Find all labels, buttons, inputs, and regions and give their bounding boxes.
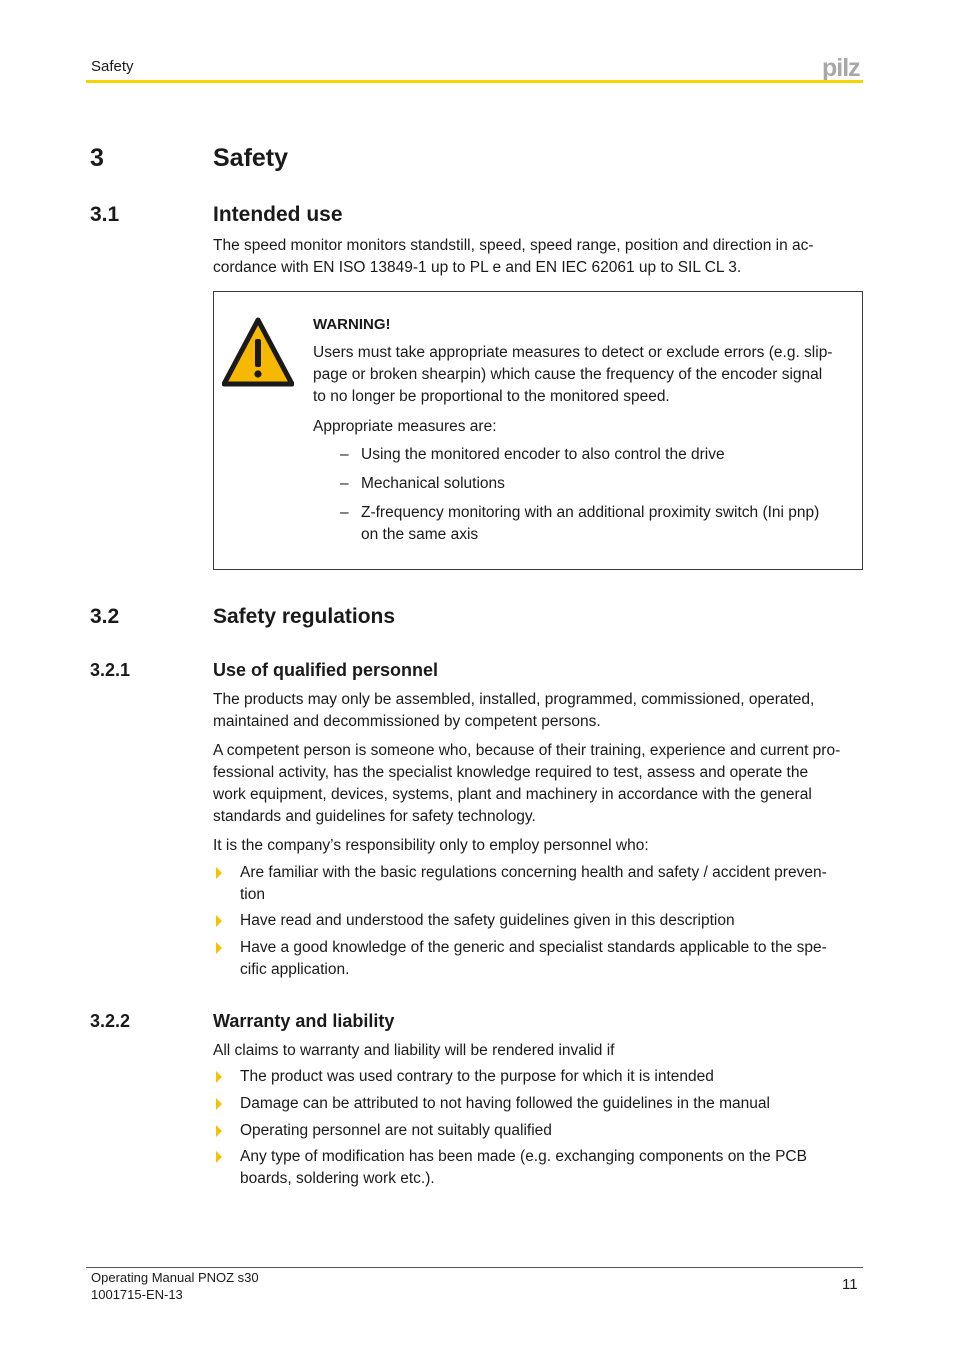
svg-text:pilz: pilz: [822, 54, 860, 80]
footer-rule: [86, 1267, 863, 1268]
page-number: 11: [842, 1276, 858, 1293]
dash-bullet: –: [340, 475, 349, 492]
list-item: The product was used contrary to the purpose for which it is intended: [240, 1068, 714, 1085]
warning-triangle-icon: [222, 317, 294, 389]
section-3-2-1-title: Use of qualified personnel: [213, 660, 439, 680]
bullet-arrow-icon: [216, 1151, 222, 1163]
section-3-2-number: 3.2: [90, 605, 120, 628]
warning-paragraph: Users must take appropriate measures to detect or exclude errors (e.g. slip- page or broken shearpin) which cause the frequency of the encoder signal to no longer be proportional to the monitored speed.: [313, 344, 833, 405]
section-3-2-2-title: Warranty and liability: [213, 1011, 395, 1031]
qualified-personnel-paragraph-1: The products may only be assembled, installed, programmed, commissioned, operated, maintained and decommissioned by competent persons.: [213, 691, 815, 730]
list-item: Damage can be attributed to not having followed the guidelines in the manual: [240, 1095, 770, 1112]
measure-item: Using the monitored encoder to also control the drive: [361, 446, 725, 463]
dash-bullet: –: [340, 504, 349, 521]
measures-intro: Appropriate measures are:: [313, 418, 497, 435]
warranty-intro: All claims to warranty and liability will be rendered invalid if: [213, 1042, 615, 1059]
chapter-number: 3: [90, 144, 104, 172]
header-section-title: Safety: [91, 58, 134, 75]
bullet-arrow-icon: [216, 1071, 222, 1083]
list-item: Have read and understood the safety guidelines given in this description: [240, 912, 735, 929]
bullet-arrow-icon: [216, 1125, 222, 1137]
measure-item: Mechanical solutions: [361, 475, 505, 492]
list-item: Are familiar with the basic regulations concerning health and safety / accident preven- tion: [240, 864, 827, 903]
section-3-1-title: Intended use: [213, 203, 343, 226]
bullet-arrow-icon: [216, 915, 222, 927]
intended-use-paragraph: The speed monitor monitors standstill, speed, speed range, position and direction in ac- cordance with EN ISO 13849-1 up to PL e and EN IEC 62061 up to SIL CL 3.: [213, 237, 814, 276]
section-3-2-title: Safety regulations: [213, 605, 396, 628]
bullet-arrow-icon: [216, 867, 222, 879]
qualified-personnel-paragraph-2: A competent person is someone who, because of their training, experience and current pro- fessional activity, has the specialist knowledge required to test, assess and operate the work equipment, devices, systems, plant and machinery in accordance with the general standards and guidelines for safety technology.: [213, 742, 841, 825]
list-item: Have a good knowledge of the generic and specialist standards applicable to the spe- cific application.: [240, 939, 827, 978]
qualified-personnel-paragraph-3: It is the company’s responsibility only to employ personnel who:: [213, 837, 649, 854]
footer-doc-info: [91, 1269, 259, 1303]
list-item: Any type of modification has been made (e.g. exchanging components on the PCB boards, soldering work etc.).: [240, 1148, 807, 1187]
section-3-2-2-number: 3.2.2: [90, 1011, 131, 1031]
section-3-1-number: 3.1: [90, 203, 120, 226]
list-item: Operating personnel are not suitably qualified: [240, 1122, 552, 1139]
chapter-title: Safety: [213, 144, 289, 172]
measure-item: Z-frequency monitoring with an additional proximity switch (Ini pnp) on the same axis: [361, 504, 820, 543]
footer-doc-number: 1001715-EN-13: [91, 1287, 183, 1302]
footer-doc-title: Operating Manual PNOZ s30: [91, 1270, 259, 1285]
dash-bullet: –: [340, 446, 349, 463]
header-rule: [86, 80, 863, 83]
warning-title: WARNING!: [313, 316, 391, 333]
pilz-logo-icon: [822, 54, 864, 80]
bullet-arrow-icon: [216, 942, 222, 954]
bullet-arrow-icon: [216, 1098, 222, 1110]
section-3-2-1-number: 3.2.1: [90, 660, 131, 680]
